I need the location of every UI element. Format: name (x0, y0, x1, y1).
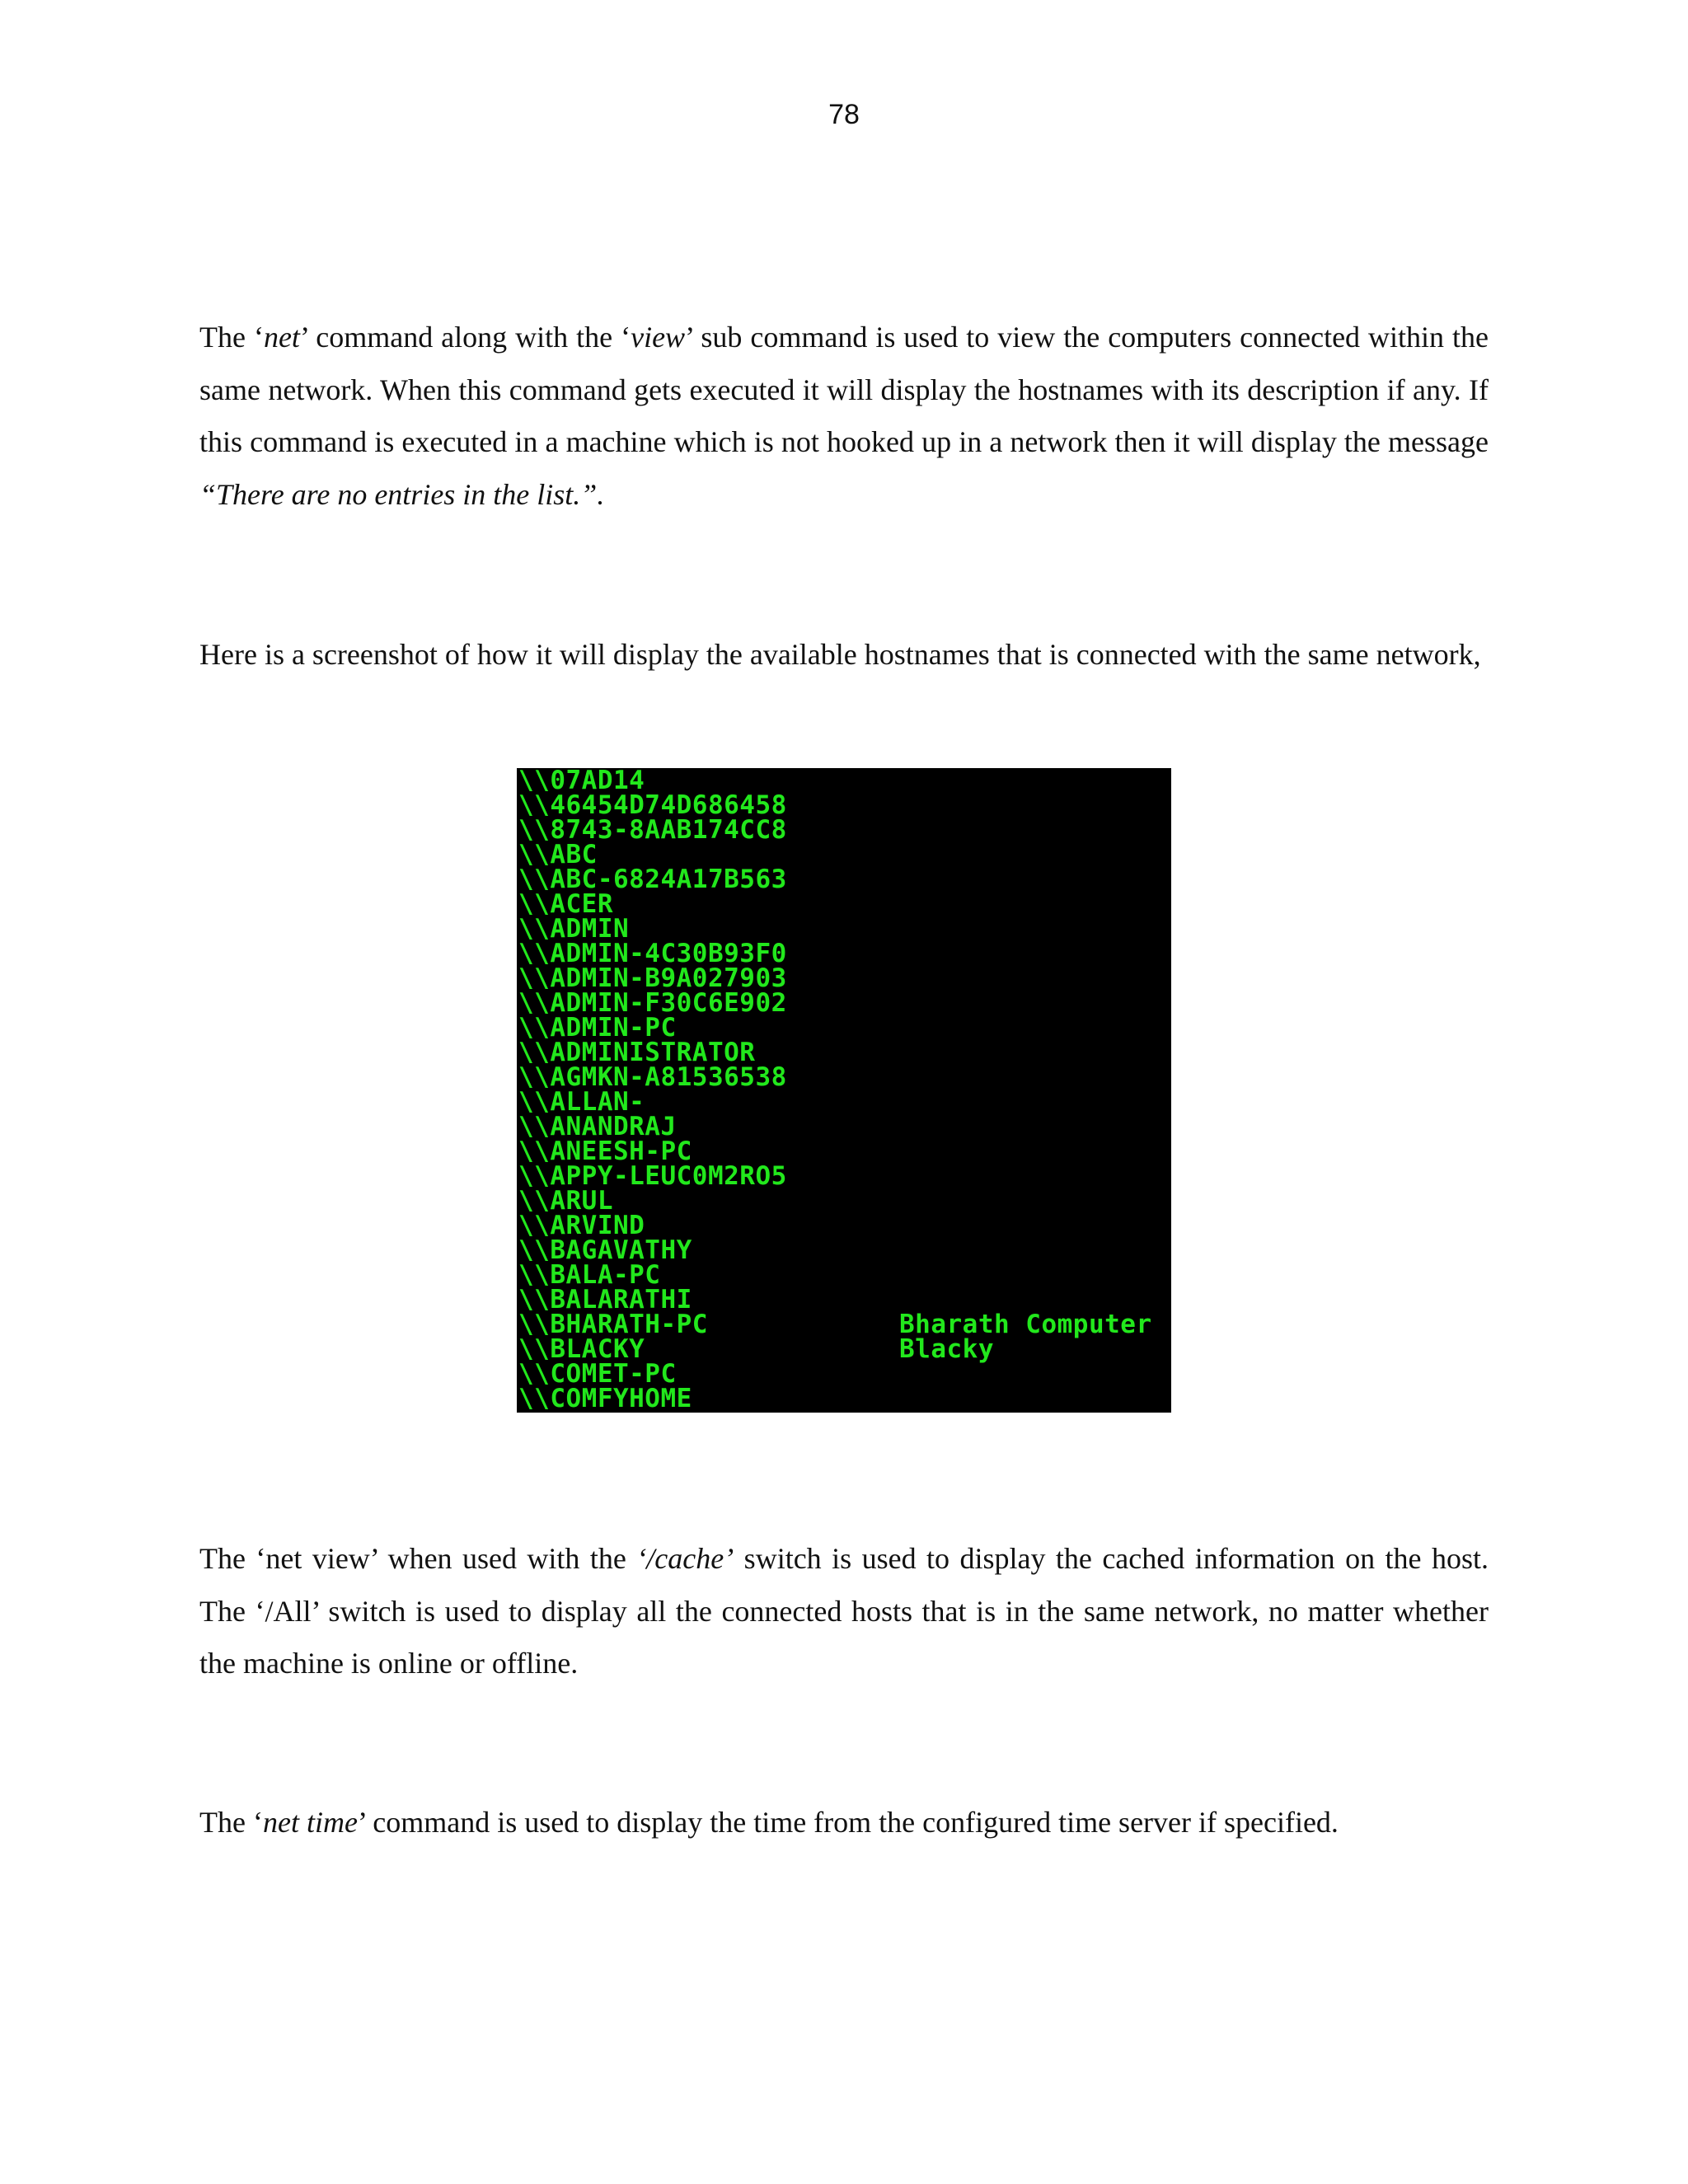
p1-text-2: ’ command along with the ‘ (299, 321, 631, 354)
p1-text-1: The ‘ (199, 321, 264, 354)
host-line: \\ADMIN (518, 914, 630, 944)
host-line: \\BALA-PC (518, 1260, 661, 1290)
paragraph-net-time (199, 1797, 1489, 1849)
host-line: \\8743-8AAB174CC8 (518, 815, 787, 845)
paragraph-net-view-switches (199, 1533, 1489, 1690)
p4-text-2: ’ command is used to display the time from the configured time server if specified. (357, 1806, 1339, 1839)
host-description: Bharath Computer (899, 1310, 1152, 1339)
p3-text-2: switch is used to display the cached information on the host. The ‘/All’ switch is used to display all the connected hosts that is in the same network, no matter whether the machine is online or offline. (199, 1542, 1489, 1680)
p4-net-time-term: net time (262, 1806, 358, 1839)
host-line: \\COMFYHOME (518, 1384, 692, 1413)
host-line: \\AGMKN-A81536538 (518, 1062, 787, 1092)
terminal-screenshot (517, 768, 1171, 1413)
host-line: \\ADMIN-B9A027903 (518, 963, 787, 993)
host-line: \\BALARATHI (518, 1285, 692, 1315)
host-line: \\ADMIN-F30C6E902 (518, 988, 787, 1018)
p4-text-1: The ‘ (199, 1806, 263, 1839)
host-line: \\ARVIND (518, 1211, 645, 1240)
host-line: \\COMET-PC (518, 1359, 677, 1389)
p3-cache-switch: ‘/cache’ (636, 1542, 734, 1575)
host-line: \\ACER (518, 889, 613, 919)
page-number: 78 (828, 99, 860, 130)
host-line: \\ADMINISTRATOR (518, 1038, 756, 1067)
p1-message-quote: “There are no entries in the list.”. (199, 477, 605, 511)
host-line: \\ABC-6824A17B563 (518, 865, 787, 894)
p1-view-term: view (631, 321, 686, 354)
p1-net-term: net (263, 321, 300, 354)
host-line: \\07AD14 (518, 768, 645, 795)
host-line: \\ABC (518, 840, 598, 869)
host-line: \\APPY-LEUC0M2RO5 (518, 1161, 787, 1191)
host-description: Blacky (899, 1334, 994, 1364)
p2-text: Here is a screenshot of how it will display the available hostnames that is connected with the same network, (199, 638, 1481, 671)
paragraph-net-view-intro (199, 312, 1489, 521)
host-line: \\BHARATH-PC (518, 1310, 708, 1339)
host-line: \\ADMIN-PC (518, 1013, 677, 1043)
paragraph-screenshot-intro (199, 629, 1489, 682)
p3-text-1: The ‘net view’ when used with the (199, 1542, 637, 1575)
host-line: \\ARUL (518, 1186, 613, 1216)
host-line: \\ALLAN- (518, 1087, 645, 1117)
p1-text-3: ’ sub command is used to view the computers connected within the same network. When this command gets executed it will display the hostnames with its description if any. If this command is executed in a machine which is not hooked up in a network then it will display the message (199, 321, 1489, 458)
host-line: \\BAGAVATHY (518, 1235, 692, 1265)
host-line: \\ANANDRAJ (518, 1112, 677, 1141)
host-line: \\ADMIN-4C30B93F0 (518, 939, 787, 968)
host-line: \\ANEESH-PC (518, 1137, 692, 1166)
host-line: \\BLACKY (518, 1334, 645, 1364)
host-line: \\46454D74D686458 (518, 790, 787, 820)
